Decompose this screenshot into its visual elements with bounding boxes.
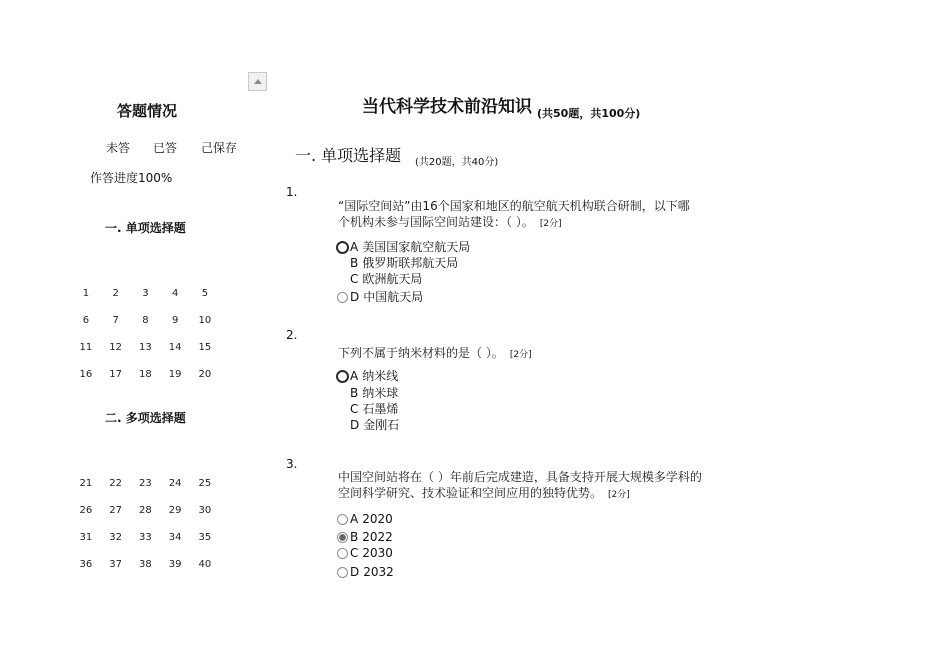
option-a[interactable] [336,368,398,384]
option-text: 2032 [363,565,394,579]
exam-title: 当代科学技术前沿知识 [362,97,532,117]
question-nav-item[interactable]: 18 [139,369,152,380]
option-c[interactable] [336,545,393,561]
option-letter: A [350,240,359,254]
question-nav-item[interactable]: 21 [79,478,93,489]
question-nav-item[interactable]: 19 [168,369,182,380]
question-nav-item[interactable]: 14 [168,342,182,353]
question-text-line-content: 下列不属于纳米材料的是（ ）。 [338,346,504,360]
legend-answered: 已答 [153,141,178,155]
question-nav-item[interactable]: 7 [112,315,119,326]
option-text: 纳米线 [362,369,399,383]
section-summary: (共20题，共40分) [415,157,499,168]
question-text-line [338,346,532,364]
option-text: 欧洲航天局 [362,272,423,286]
question-text-line [338,486,702,504]
option-letter: A [350,369,359,383]
question-nav-item[interactable]: 8 [142,315,149,326]
option-c[interactable] [336,401,398,417]
question-nav-item[interactable]: 40 [198,559,212,570]
nav-section-title-multiple: 二. 多项选择题 [105,411,186,425]
question-nav-item[interactable]: 16 [79,369,93,380]
exam-summary: (共50题，共100分) [537,107,641,120]
question-nav-item[interactable]: 30 [198,505,212,516]
legend-unanswered: 未答 [106,141,131,155]
option-letter: B [350,256,359,270]
option-radio[interactable] [337,532,348,543]
scroll-up-button[interactable] [248,72,267,91]
option-radio[interactable] [336,370,349,383]
option-a[interactable] [336,239,470,255]
answer-status-title: 答题情况 [117,102,178,120]
question-score: [2分] [509,350,532,360]
question-text-line: 中国空间站将在（ ）年前后完成建造，具备支持开展大规模多学科的 [338,470,702,484]
question-nav-item[interactable]: 37 [109,559,122,570]
radio-slot [336,255,350,271]
option-text: 石墨烯 [362,402,399,416]
question-nav-item[interactable]: 38 [139,559,152,570]
question-text [338,199,690,232]
question-nav-item[interactable]: 27 [109,505,122,516]
question-nav-item[interactable]: 33 [139,532,152,543]
question-score: [2分] [539,218,562,229]
triangle-up-icon [254,79,262,84]
question-nav-item[interactable]: 9 [171,315,179,326]
question-text-line-content: 个机构未参与国际空间站建设：（ ）。 [338,214,534,229]
legend-saved: 己保存 [201,141,238,155]
radio-slot [336,511,350,527]
question-nav-item[interactable]: 5 [201,288,209,299]
question-nav-item[interactable]: 34 [168,532,182,543]
option-b[interactable] [336,529,393,545]
option-c[interactable] [336,271,422,287]
question-nav-item[interactable]: 22 [109,478,122,489]
radio-slot [336,368,350,384]
question-nav-item[interactable]: 25 [198,478,212,489]
question-nav-item[interactable]: 32 [109,532,122,543]
radio-slot [336,529,350,545]
nav-section-title-single: 一. 单项选择题 [105,221,186,235]
option-text: 2020 [362,512,393,526]
question-nav-item[interactable]: 1 [82,288,90,299]
option-text: 2022 [362,530,393,544]
question-nav-item[interactable]: 20 [198,369,212,380]
option-text: 2030 [362,546,393,560]
option-a[interactable] [336,511,393,527]
option-b[interactable] [336,385,398,401]
option-letter: B [350,386,359,400]
radio-slot [336,385,350,401]
option-text: 美国国家航空航天局 [362,240,471,254]
question-nav-item[interactable]: 31 [79,532,93,543]
question-score: [2分] [608,489,630,500]
option-letter: B [350,530,359,544]
multiple-choice-nav-grid [71,470,220,578]
section-title: 一. 单项选择题 [295,146,402,165]
question-nav-item[interactable]: 28 [139,505,152,516]
option-letter: D [350,290,360,304]
question-nav-item[interactable]: 13 [139,342,152,353]
option-d[interactable] [336,289,423,305]
option-d[interactable] [336,417,399,433]
question-nav-item[interactable]: 3 [142,288,149,299]
question-nav-item[interactable]: 35 [198,532,212,543]
question-text [338,346,532,364]
option-radio[interactable] [337,548,348,559]
question-nav-item[interactable]: 26 [79,505,93,516]
option-text: 纳米球 [362,386,399,400]
radio-slot [336,401,350,417]
question-number: 1. [286,185,298,199]
question-nav-item[interactable]: 4 [171,288,179,299]
radio-slot [336,239,350,255]
question-nav-item[interactable]: 10 [198,315,212,326]
option-letter: D [350,418,360,432]
question-nav-item[interactable]: 15 [198,342,212,353]
radio-slot [336,417,350,433]
question-number: 2. [286,328,298,342]
option-letter: D [350,565,360,579]
option-letter: A [350,512,359,526]
question-nav-item[interactable]: 6 [82,315,90,326]
question-nav-item[interactable]: 36 [79,559,93,570]
single-choice-nav-grid [71,280,220,388]
radio-slot [336,564,350,580]
question-nav-item[interactable]: 29 [168,505,182,516]
option-letter: C [350,402,359,416]
option-b[interactable] [336,255,458,271]
option-radio[interactable] [337,567,348,578]
option-letter: C [350,272,359,286]
question-nav-item[interactable]: 39 [168,559,182,570]
radio-slot [336,545,350,561]
progress-text: 作答进度100% [90,171,173,185]
option-text: 金刚石 [363,418,400,432]
question-nav-item[interactable]: 11 [79,342,93,353]
option-d[interactable] [336,564,394,580]
question-nav-item[interactable]: 12 [109,342,122,353]
question-text-line-content: 空间科学研究、技术验证和空间应用的独特优势。 [338,485,603,500]
option-text: 俄罗斯联邦航天局 [362,256,459,270]
option-letter: C [350,546,359,560]
question-nav-item[interactable]: 23 [139,478,152,489]
question-nav-item[interactable]: 17 [109,369,122,380]
radio-slot [336,271,350,287]
question-text-line: “国际空间站”由16个国家和地区的航空航天机构联合研制，以下哪 [338,199,690,213]
option-text: 中国航天局 [363,290,424,304]
question-text-line [338,215,690,233]
option-radio[interactable] [336,241,349,254]
question-nav-item[interactable]: 2 [112,288,119,299]
question-nav-item[interactable]: 24 [168,478,182,489]
option-radio[interactable] [337,292,348,303]
question-text [338,470,702,503]
radio-slot [336,289,350,305]
question-number: 3. [286,457,298,471]
option-radio[interactable] [337,514,348,525]
